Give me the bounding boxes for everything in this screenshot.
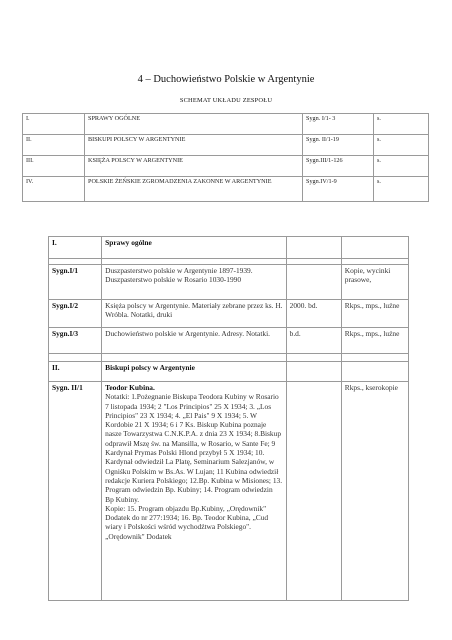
description-cell: Księża polscy w Argentynie. Materiały zebrane przez ks. H. Wróbla. Notatki, druki (102, 300, 287, 328)
date-cell (286, 382, 341, 601)
section-number: I. (49, 237, 102, 259)
summary-num: I. (23, 114, 85, 135)
summary-name: POLSKIE ŻEŃSKIE ZGROMADZENIA ZAKONNE W ARGENTYNIE (85, 177, 303, 202)
table-row (49, 300, 409, 328)
inventory-table (48, 236, 409, 601)
section-row (49, 362, 409, 382)
page-title: 4 – Duchowieństwo Polskie w Argentynie (137, 74, 315, 85)
summary-num: III. (23, 156, 85, 177)
summary-pages: s. (374, 114, 429, 135)
summary-pages: s. (374, 135, 429, 156)
summary-sygn: Sygn.IV/1-9 (303, 177, 374, 202)
summary-pages: s. (374, 156, 429, 177)
spacer-row (49, 354, 409, 362)
section-number: II. (49, 362, 102, 382)
summary-sygn: Sygn.III/1-126 (303, 156, 374, 177)
type-cell: Kopie, wycinki prasowe, (341, 265, 408, 300)
table-row (49, 328, 409, 354)
summary-row (23, 114, 429, 135)
signature-cell: Sygn. II/1 (49, 382, 102, 601)
summary-num: IV. (23, 177, 85, 202)
notes-text: Notatki: 1.Pożegnanie Biskupa Teodora Kubiny w Rosario 7 listopada 1934; 2 "Los Principios" 25 X 1934; 3. „Los Principios" 23 X 1934; 4. „El Pais" 9 X 1934; 5. W Kordobie 21 X 1934; 6 i 7 Ks. Biskup Kubina poznaje nasze Towarzystwa C.N.K.P.A. z dnia 23 X 1934; 8.Biskup odprawił Mszę św. na Mansilla, w Rosario, w Sante Fe; 9 Kardynał Prymas Polski Hlond przybył 5 X 1934; 10. Kardynał odwiedził La Platę, Seminarium Salezjanów, w Ogniśku Polskim w Bs.As. W Lujan; 11 Kubina odwiedził redakcje Kuriera Polskiego; 12.Bp. Kubina w Misiones; 13. Program odwiedzin Bp. Kubiny; 14. Program odwiedzin Bp Kubiny. (105, 392, 283, 504)
section-row (49, 237, 409, 259)
summary-name: SPRAWY OGÓLNE (85, 114, 303, 135)
summary-pages: s. (374, 177, 429, 202)
table-row (49, 382, 409, 601)
summary-row (23, 177, 429, 202)
date-cell: b.d. (286, 328, 341, 354)
summary-name: KSIĘŻA POLSCY W ARGENTYNIE (85, 156, 303, 177)
description-cell (102, 382, 287, 601)
signature-cell: Sygn.I/1 (49, 265, 102, 300)
summary-name: BISKUPI POLSCY W ARGENTYNIE (85, 135, 303, 156)
type-cell: Rkps., mps., luźne (341, 300, 408, 328)
date-cell: 2000. bd. (286, 300, 341, 328)
section-title: Sprawy ogólne (102, 237, 287, 259)
summary-sygn: Sygn. II/1-19 (303, 135, 374, 156)
type-cell: Rkps., mps., luźne (341, 328, 408, 354)
person-name: Teodor Kubina. (105, 383, 155, 392)
type-cell: Rkps., kserokopie (341, 382, 408, 601)
signature-cell: Sygn.I/3 (49, 328, 102, 354)
description-cell: Duszpasterstwo polskie w Argentynie 1897-1939. Duszpasterstwo polskie w Rosario 1030-1990 (102, 265, 287, 300)
table-row (49, 265, 409, 300)
summary-num: II. (23, 135, 85, 156)
summary-row (23, 135, 429, 156)
date-cell (286, 265, 341, 300)
copies-text: Kopie: 15. Program objazdu Bp.Kubiny, „Orędownik" Dodatek do nr 277:1934; 16. Bp. Teodor Kubina, „Cud wiary i Polskości wśród wychodźtwa Polskiego". „Orędownik" Dodatek (105, 503, 269, 541)
schema-heading: SCHEMAT UKŁADU ZESPOŁU (179, 97, 273, 104)
summary-row (23, 156, 429, 177)
summary-table (22, 113, 429, 202)
section-title: Biskupi polscy w Argentynie (102, 362, 287, 382)
signature-cell: Sygn.I/2 (49, 300, 102, 328)
summary-sygn: Sygn. I/1- 3 (303, 114, 374, 135)
description-cell: Duchowieństwo polskie w Argentynie. Adresy. Notatki. (102, 328, 287, 354)
